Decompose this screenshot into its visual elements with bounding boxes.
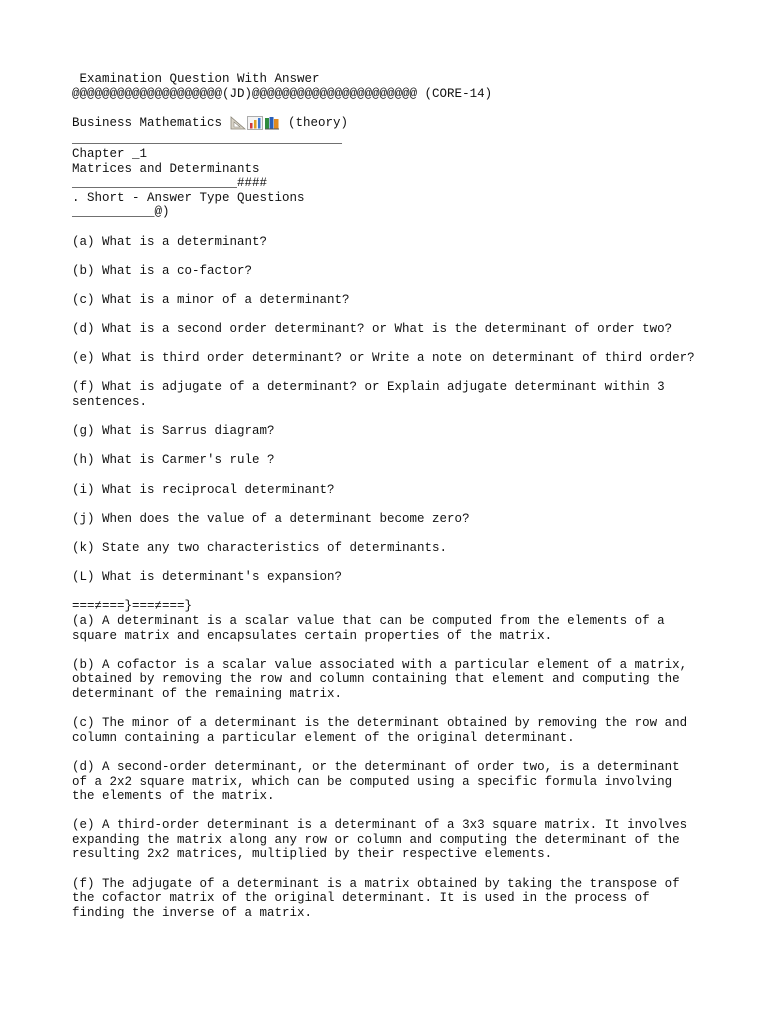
question-item: (e) What is third order determinant? or Write a note on determinant of third order?: [72, 351, 695, 366]
answer-separator: ===≠===}===≠===}: [72, 599, 193, 614]
question-item: (h) What is Carmer's rule ?: [72, 453, 275, 468]
question-item: (k) State any two characteristics of determinants.: [72, 541, 448, 555]
question-item: (a) What is a determinant?: [72, 234, 268, 249]
answer-item: (d) A second-order determinant, or the determinant of order two, is a determinant of a 2x2 square matrix, which can be computed using a specific formula involving the elements of the matrix.: [72, 759, 688, 804]
chapter-title: Matrices and Determinants: [72, 161, 260, 176]
question-item: (j) When does the value of a determinant become zero?: [72, 511, 470, 526]
rule-line: ___________@): [72, 205, 170, 220]
bar-chart-icon: [247, 116, 263, 130]
answer-item: (b) A cofactor is a scalar value associated with a particular element of a matrix, obtained by removing the row and column containing that element and computing the determinant of the remaining matrix.: [72, 657, 695, 701]
chapter-number: Chapter _1: [72, 146, 148, 161]
rule-line: ____________________________________: [72, 132, 343, 147]
answer-item: (c) The minor of a determinant is the determinant obtained by removing the row and column containing a particular element of the original determinant.: [72, 716, 695, 745]
course-code-line: @@@@@@@@@@@@@@@@@@@@(JD)@@@@@@@@@@@@@@@@@@@@@@ (CORE-14): [72, 86, 493, 101]
question-item: (i) What is reciprocal determinant?: [72, 482, 335, 497]
question-item: (g) What is Sarrus diagram?: [72, 424, 275, 439]
question-item: (c) What is a minor of a determinant?: [72, 292, 350, 307]
answer-item: (f) The adjugate of a determinant is a matrix obtained by taking the transpose of the cofactor matrix of the original determinant. It is used in the process of finding the inverse of a matrix.: [72, 876, 688, 920]
answer-item: (a) A determinant is a scalar value that can be computed from the elements of a square matrix and encapsulates certain properties of the matrix.: [72, 613, 673, 643]
subject-line: [72, 116, 702, 133]
triangular-ruler-icon: [230, 116, 246, 130]
subject-name: Business Mathematics: [72, 115, 230, 130]
subject-type: (theory): [280, 115, 349, 130]
subject-icons: [230, 116, 281, 133]
books-icon: [264, 116, 280, 130]
section-heading: . Short - Answer Type Questions: [72, 190, 305, 205]
rule-line: ______________________####: [72, 176, 268, 191]
question-item: (b) What is a co-factor?: [72, 263, 253, 278]
answer-item: (e) A third-order determinant is a determinant of a 3x3 square matrix. It involves expanding the matrix along any row or column and computing the determinant of the resulting 2x2 matrices, multiplied by their respective elements.: [72, 818, 695, 862]
question-item: (f) What is adjugate of a determinant? or Explain adjugate determinant within 3 sentences.: [72, 380, 673, 410]
document-title: Examination Question With Answer: [72, 72, 320, 86]
question-item: (d) What is a second order determinant? or What is the determinant of order two?: [72, 322, 673, 337]
document-page: [72, 72, 702, 920]
question-item: (L) What is determinant's expansion?: [72, 570, 343, 585]
